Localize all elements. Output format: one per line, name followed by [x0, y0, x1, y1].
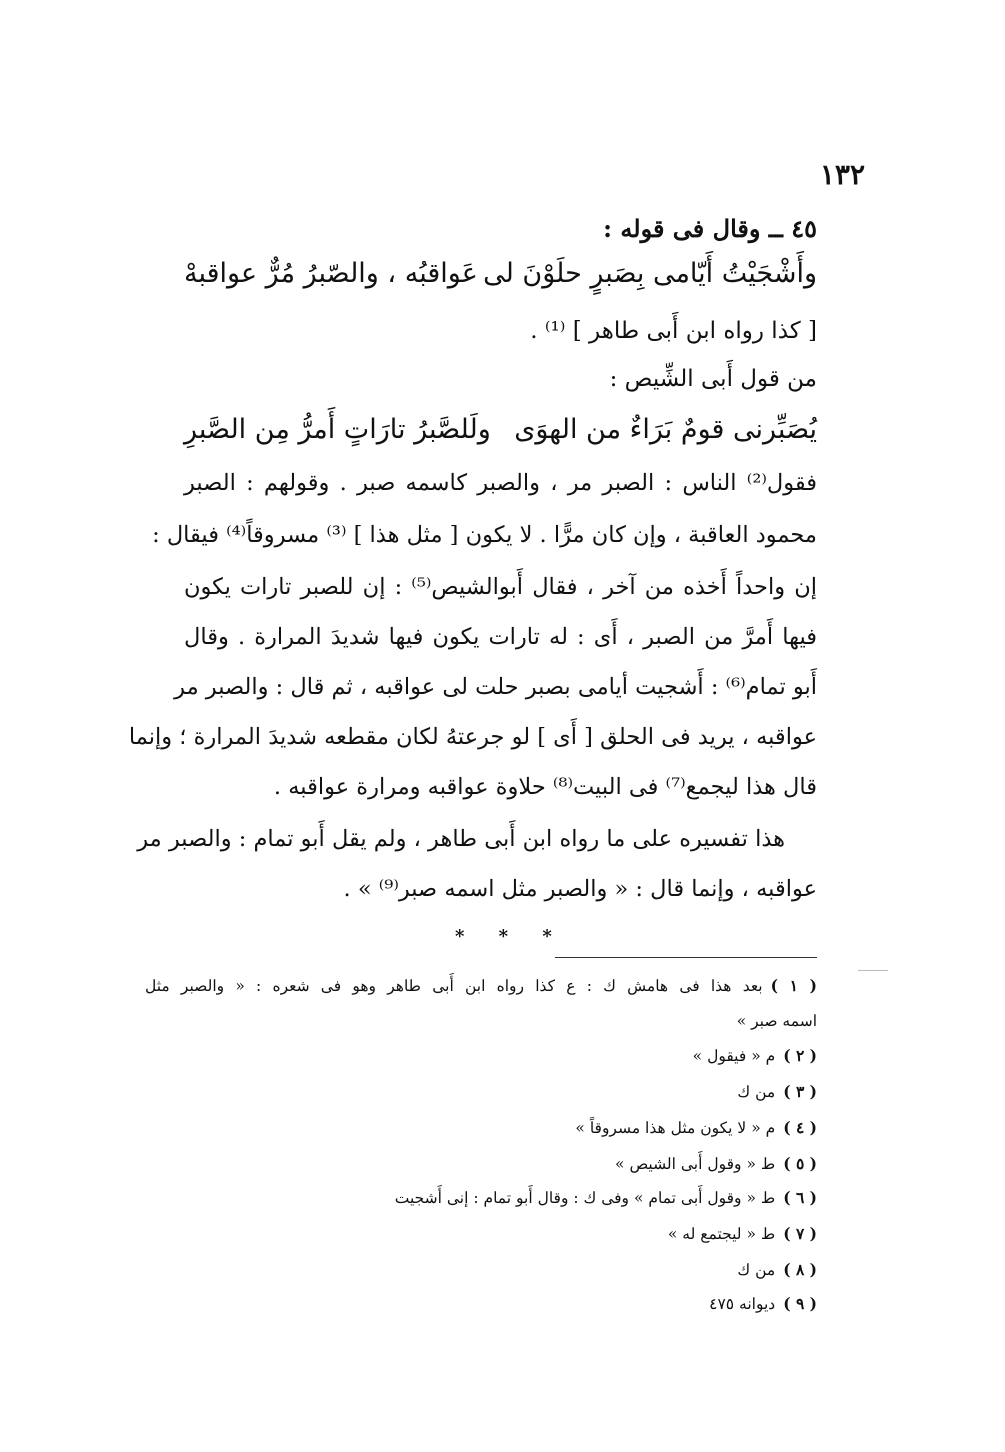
- footnote-rule: [555, 957, 817, 958]
- footnote-number: ( ١ ): [770, 976, 818, 995]
- verse-2: [184, 414, 817, 454]
- footnote-6: [395, 1188, 817, 1207]
- margin-mark: [858, 970, 888, 971]
- footnote-3: [737, 1082, 817, 1101]
- footnote-2: [693, 1046, 817, 1065]
- footnote-9: [709, 1294, 817, 1313]
- footnote-number: ( ٣ ): [783, 1082, 817, 1101]
- section-separator: * * *: [455, 926, 566, 947]
- verse-2-first-hemistich: يُصَبِّرنى قومٌ بَرَاءٌ من الهوَى: [514, 414, 817, 445]
- footnote-number: ( ٨ ): [783, 1260, 817, 1279]
- footnote-4: [575, 1118, 817, 1137]
- footnote-1: [145, 976, 817, 995]
- prose-line: فقول⁽²⁾ الناس : الصبر مر ، والصبر كاسمه صبر . وقولهم : الصبر: [184, 470, 817, 496]
- footnote-number: ( ٤ ): [783, 1118, 817, 1137]
- footnote-number: ( ٢ ): [783, 1046, 817, 1065]
- footnote-text: ط « وقول أَبى تمام » وفى ك : وقال أَبو تمام : إنى أَشجيت: [394, 1189, 776, 1207]
- footnote-text: م « فيقول »: [692, 1047, 776, 1065]
- footnote-text: م « لا يكون مثل هذا مسروقاً »: [575, 1119, 776, 1137]
- footnote-text: ط « وقول أَبى الشيص »: [615, 1155, 776, 1173]
- page-number: ١٣٢: [819, 158, 865, 191]
- footnote-number: ( ٧ ): [783, 1224, 817, 1243]
- prose-line: إن واحداً أَخذه من آخر ، فقال أَبوالشيص⁽⁵⁾ : إن للصبر تارات يكون: [184, 574, 817, 600]
- footnote-number: ( ٦ ): [783, 1188, 817, 1207]
- footnote-text: بعد هذا فى هامش ك : ع كذا رواه ابن أَبى طاهر وهو فى شعره : « والصبر مثل: [145, 977, 763, 995]
- footnote-text: من ك: [737, 1083, 776, 1101]
- footnote-1-continuation: اسمه صبر »: [736, 1012, 817, 1030]
- prose-line: عواقبه ، وإنما قال : « والصبر مثل اسمه صبر⁽⁹⁾ » .: [343, 876, 817, 902]
- verse-2-second-hemistich: ولَلصَّبرُ تارَاتٍ أَمرُّ مِن الصَّبرِ: [184, 414, 491, 445]
- prose-line: قال هذا ليجمع⁽⁷⁾ فى البيت⁽⁸⁾ حلاوة عواقبه ومرارة عواقبه .: [273, 774, 817, 800]
- footnote-text: ط « ليجتمع له »: [667, 1225, 776, 1243]
- footnote-8: [737, 1260, 817, 1279]
- verse-1-second-hemistich: عَواقبُه ، والصّبرُ مُرٌّ عواقبهْ: [184, 258, 478, 289]
- footnote-7: [668, 1224, 817, 1243]
- prose-line: عواقبه ، يريد فى الحلق [ أَى ] لو جرعتهُ لكان مقطعه شديدَ المرارة ؛ وإنما: [128, 724, 817, 750]
- footnote-5: [615, 1154, 817, 1173]
- source-line: من قول أَبى الشِّيص :: [609, 366, 817, 392]
- prose-line: أَبو تمام⁽⁶⁾ : أَشجيت أيامى بصبر حلت لى عواقبه ، ثم قال : والصبر مر: [174, 674, 817, 700]
- footnote-text: ديوانه ٤٧٥: [709, 1295, 776, 1313]
- footnote-number: ( ٥ ): [783, 1154, 817, 1173]
- verse-1: [184, 258, 817, 298]
- section-heading: ٤٥ ــ وقال فى قوله :: [603, 214, 817, 243]
- prose-line: هذا تفسيره على ما رواه ابن أَبى طاهر ، ولم يقل أَبو تمام : والصبر مر: [137, 826, 785, 852]
- verse-1-first-hemistich: وأَشْجَيْتُ أَيّامى بِصَبرٍ حلَوْنَ لى: [483, 258, 817, 289]
- prose-line: فيها أَمرَّ من الصبر ، أَى : له تارات يكون فيها شديدَ المرارة . وقال: [184, 624, 817, 650]
- riwaya-note: [ كذا رواه ابن أَبى طاهر ] ⁽¹⁾ .: [530, 318, 817, 344]
- footnote-text: من ك: [737, 1261, 776, 1279]
- footnote-number: ( ٩ ): [783, 1294, 817, 1313]
- prose-line: محمود العاقبة ، وإن كان مرًّا . لا يكون [ مثل هذا ] ⁽³⁾ مسروقاً⁽⁴⁾ فيقال :: [152, 522, 817, 548]
